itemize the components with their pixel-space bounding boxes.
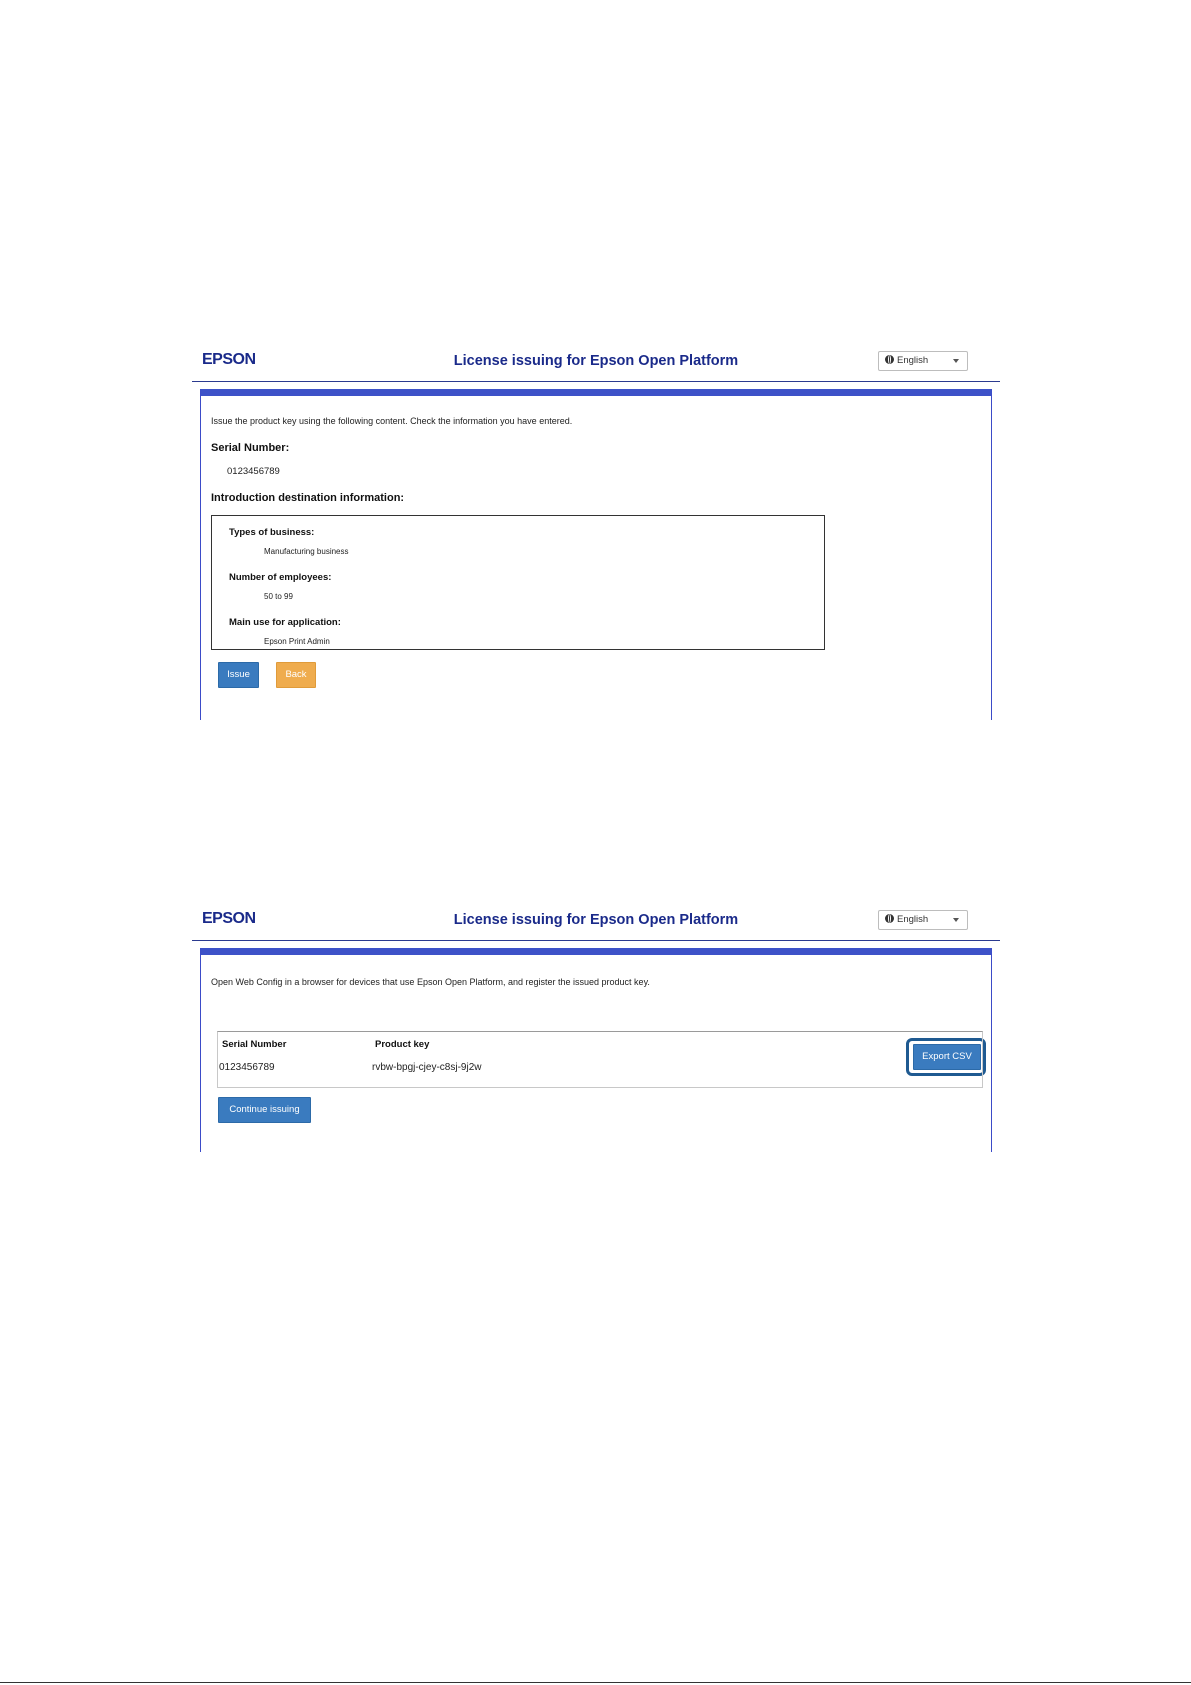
content-panel	[200, 948, 992, 1152]
globe-icon	[885, 914, 894, 923]
employees-value: 50 to 99	[264, 592, 293, 601]
language-select[interactable]	[878, 351, 968, 371]
column-header-product-key: Product key	[375, 1039, 430, 1050]
result-screen	[192, 902, 1000, 1152]
confirm-screen	[192, 343, 1000, 720]
serial-number-value: 0123456789	[227, 466, 280, 477]
caret-down-icon	[953, 918, 959, 922]
language-label: English	[897, 914, 929, 925]
main-use-value: Epson Print Admin	[264, 637, 330, 646]
column-header-serial: Serial Number	[222, 1039, 287, 1050]
caret-down-icon	[953, 359, 959, 363]
intro-info-box	[211, 515, 825, 650]
globe-icon	[885, 355, 894, 364]
language-select[interactable]	[878, 910, 968, 930]
epson-logo: EPSON	[202, 351, 256, 368]
page-title: License issuing for Epson Open Platform	[453, 353, 739, 369]
language-label: English	[897, 355, 929, 366]
back-button[interactable]: Back	[276, 662, 316, 688]
page-title: License issuing for Epson Open Platform	[453, 912, 739, 928]
instruction-text: Open Web Config in a browser for devices that use Epson Open Platform, and register the issued product key.	[211, 977, 650, 987]
serial-number-label: Serial Number:	[211, 442, 290, 454]
page-header	[192, 902, 1000, 941]
page-bottom-rule	[0, 1682, 1191, 1683]
business-type-label: Types of business:	[229, 527, 315, 538]
instruction-text: Issue the product key using the following content. Check the information you have entered.	[211, 416, 573, 426]
cell-product-key: rvbw-bpgj-cjey-c8sj-9j2w	[372, 1062, 482, 1073]
export-csv-button[interactable]: Export CSV	[913, 1044, 981, 1070]
issue-button[interactable]: Issue	[218, 662, 259, 688]
product-key-table	[217, 1031, 983, 1088]
business-type-value: Manufacturing business	[264, 547, 349, 556]
employees-label: Number of employees:	[229, 572, 332, 583]
page-header	[192, 343, 1000, 382]
content-panel	[200, 389, 992, 720]
continue-issuing-button[interactable]: Continue issuing	[218, 1097, 311, 1123]
epson-logo: EPSON	[202, 910, 256, 927]
cell-serial-number: 0123456789	[219, 1062, 275, 1073]
intro-destination-label: Introduction destination information:	[211, 492, 405, 504]
main-use-label: Main use for application:	[229, 617, 341, 628]
